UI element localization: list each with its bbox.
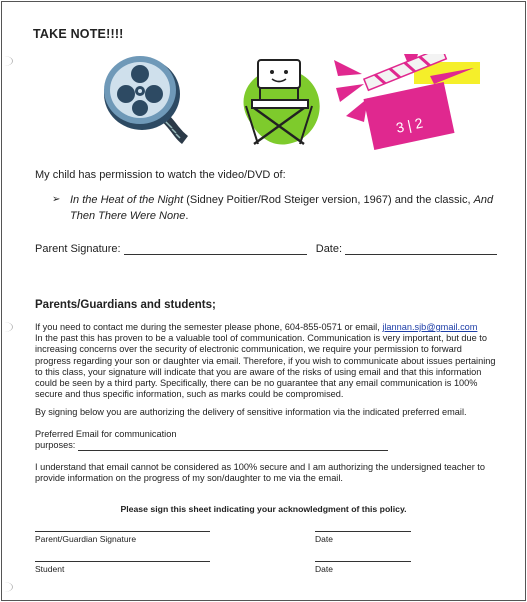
section-heading: Parents/Guardians and students; [35, 299, 216, 311]
movie-title-2: And Then There Were None [70, 194, 494, 222]
preferred-email-label: Preferred Email for communication [35, 429, 177, 439]
email-link[interactable]: jlannan.sjb@gmail.com [382, 322, 478, 332]
date-line-1[interactable] [315, 531, 411, 532]
date-label-2: Date [315, 564, 333, 574]
parent-guardian-signature-label: Parent/Guardian Signature [35, 534, 137, 544]
movie-item-end: . [185, 210, 189, 222]
parent-guardian-signature-line[interactable] [35, 531, 210, 532]
parent-signature-line[interactable] [124, 254, 307, 255]
clapperboard-icon [334, 54, 484, 152]
punch-hole-mark [1, 322, 13, 332]
paragraph-1: In the past this has proven to be a valuable tool of communication. Communication is very important, but due to increasing concerns over the security of electronic communication, we require your permission to forward progress regarding your son or daughter via email. Therefore, if you wish to communicate about issues pertaining to this class, your signature will indicate that you are aware of the risks of using email and that this information could be seen by a third party. Specifically, there can be no guarantee that any email communication is 100% secure and thus specific information, such as marks could be compromised. [35, 333, 496, 400]
student-signature-line[interactable] [35, 561, 210, 562]
date-line-2[interactable] [315, 561, 411, 562]
contact-text: If you need to contact me during the semester please phone, 604-855-0571 or email, [35, 322, 383, 332]
date-label-1: Date [315, 534, 333, 544]
date-line[interactable] [345, 254, 497, 255]
clapper-number-text: 3 | 2 [394, 114, 425, 136]
movie-title-1: In the Heat of the Night [70, 194, 184, 206]
acknowledgment-note: Please sign this sheet indicating your acknowledgment of this policy. [120, 504, 407, 514]
film-reel-icon [102, 50, 192, 146]
paragraph-3: I understand that email cannot be considered as 100% secure and I am authorizing the undersigned teacher to provide information on the progress of my son/daughter to me via the email. [35, 462, 485, 484]
page-title: TAKE NOTE!!!! [33, 27, 124, 41]
video-list-item [54, 192, 494, 224]
paragraph-2: By signing below you are authorizing the delivery of sensitive information via the indicated preferred email. [35, 407, 467, 417]
student-label: Student [35, 564, 65, 574]
arrow-bullet-icon: ➢ [52, 194, 61, 205]
document-page [1, 1, 526, 601]
permission-statement: My child has permission to watch the video/DVD of: [35, 169, 286, 181]
preferred-email-line[interactable] [78, 440, 388, 451]
movie-description: (Sidney Poitier/Rod Steiger version, 1967) and the classic, [183, 194, 474, 206]
parent-signature-row [35, 243, 497, 255]
parent-signature-label: Parent Signature: [35, 243, 121, 255]
purposes-label: purposes: [35, 440, 76, 451]
punch-hole-mark [1, 582, 13, 592]
contact-paragraph [35, 322, 497, 400]
directors-chair-icon [230, 52, 330, 148]
punch-hole-mark [1, 56, 13, 66]
preferred-email-field [35, 429, 497, 451]
date-label: Date: [315, 243, 343, 255]
